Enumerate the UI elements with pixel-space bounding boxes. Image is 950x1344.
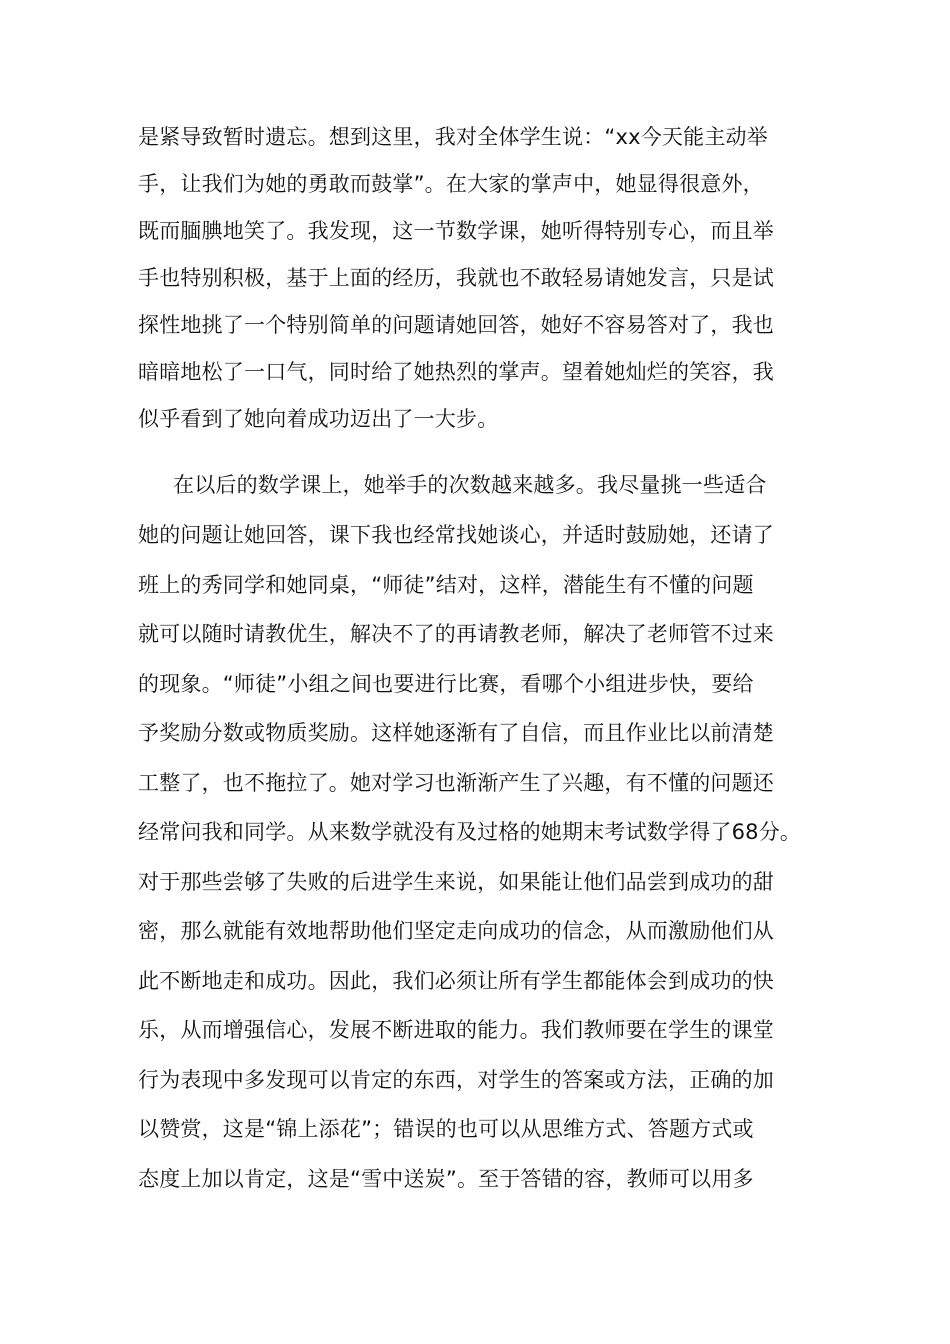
text-line: 探性地挑了一个特别简单的问题请她回答，她好不容易答对了，我也 <box>138 313 774 337</box>
text-line: 班上的秀同学和她同桌，“师徒”结对，这样，潜能生有不懂的问题 <box>138 573 754 597</box>
text-line: 经常问我和同学。从来数学就没有及过格的她期末考试数学得了68分。 <box>138 820 802 844</box>
text-line: 此不断地走和成功。因此，我们必须让所有学生都能体会到成功的快 <box>138 969 774 993</box>
text-line: 工整了，也不拖拉了。她对学习也渐渐产生了兴趣，有不懂的问题还 <box>138 771 774 795</box>
text-line: 似乎看到了她向着成功迈出了一大步。 <box>138 407 499 431</box>
text-line: 态度上加以肯定，这是“雪中送炭”。至于答错的容，教师可以用多 <box>138 1167 754 1191</box>
text-line: 暗暗地松了一口气，同时给了她热烈的掌声。望着她灿烂的笑容，我 <box>138 360 774 384</box>
text-line: 予奖励分数或物质奖励。这样她逐渐有了自信，而且作业比以前清楚 <box>138 721 774 745</box>
text-line: 她的问题让她回答，课下我也经常找她谈心，并适时鼓励她，还请了 <box>138 523 774 547</box>
text-line: 密，那么就能有效地帮助他们坚定走向成功的信念，从而激励他们从 <box>138 919 774 943</box>
paragraph-first-line: 在以后的数学课上，她举手的次数越来越多。我尽量挑一些适合 <box>173 473 767 497</box>
text-line: 手也特别积极，基于上面的经历，我就也不敢轻易请她发言，只是试 <box>138 266 774 290</box>
text-line: 以赞赏，这是“锦上添花”；错误的也可以从思维方式、答题方式或 <box>138 1117 754 1141</box>
text-line: 行为表现中多发现可以肯定的东西，对学生的答案或方法，正确的加 <box>138 1068 774 1092</box>
text-line: 是紧导致暂时遗忘。想到这里，我对全体学生说：“xx今天能主动举 <box>138 125 768 149</box>
text-line: 既而腼腆地笑了。我发现，这一节数学课，她听得特别专心，而且举 <box>138 219 774 243</box>
text-line: 乐，从而增强信心，发展不断进取的能力。我们教师要在学生的课堂 <box>138 1018 774 1042</box>
text-line: 手，让我们为她的勇敢而鼓掌”。在大家的掌声中，她显得很意外， <box>138 172 764 196</box>
text-line: 对于那些尝够了失败的后进学生来说，如果能让他们品尝到成功的甜 <box>138 870 774 894</box>
text-line: 就可以随时请教优生，解决不了的再请教老师，解决了老师管不过来 <box>138 622 774 646</box>
text-line: 的现象。“师徒”小组之间也要进行比赛，看哪个小组进步快，要给 <box>138 672 754 696</box>
